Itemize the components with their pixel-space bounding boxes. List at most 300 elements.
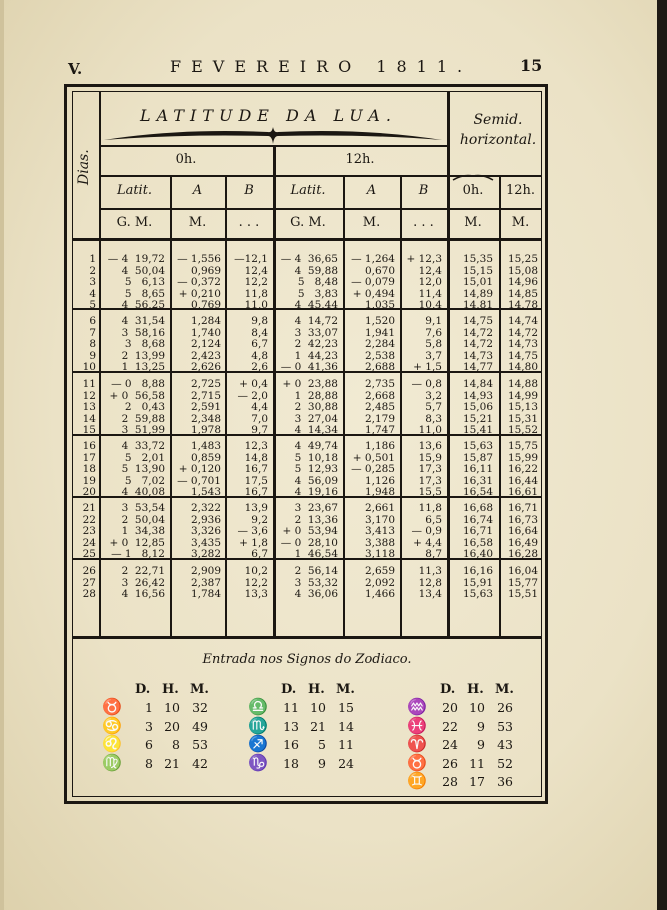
b-0h-cell: 12,3 xyxy=(244,440,268,452)
semid-0h-cell: 14,84 xyxy=(462,378,493,390)
semid-12h-cell: 14,75 xyxy=(507,349,538,362)
a-0h-cell: 1,978 xyxy=(190,424,221,437)
col-header-a-12: A xyxy=(366,183,377,198)
zodiac-m-value: 49 xyxy=(192,718,208,734)
b-12h-cell: + 1,5 xyxy=(413,361,442,374)
b-0h-cell: 4,4 xyxy=(251,401,268,414)
latit-12h-cell: 1 28,88 xyxy=(294,389,338,402)
a-0h-cell: + 0,120 xyxy=(178,463,221,476)
zodiac-sign-glyph: ♋ xyxy=(102,715,122,735)
latit-0h-cell: 5 2,01 xyxy=(124,451,165,464)
zodiac-sign-glyph: ♉ xyxy=(407,752,427,772)
b-0h-cell: 9,8 xyxy=(251,315,268,327)
latit-12h-cell: 5 10,18 xyxy=(294,451,338,464)
latit-0h-cell: 4 16,56 xyxy=(121,588,165,601)
b-12h-cell: 5,8 xyxy=(425,338,442,351)
semid-12h-cell: 14,74 xyxy=(507,315,538,327)
semid-12h-cell: 14,99 xyxy=(507,389,538,402)
semid-0h-cell: 14,81 xyxy=(462,299,493,312)
zodiac-header: H. xyxy=(467,682,484,697)
zodiac-d-value: 22 xyxy=(442,718,458,734)
b-12h-cell: 11,0 xyxy=(418,424,442,437)
semid-0h-cell: 16,11 xyxy=(462,463,493,476)
semid-0h-cell: 16,74 xyxy=(462,513,493,526)
zodiac-m-value: 52 xyxy=(497,755,513,771)
day-cell: 15 xyxy=(82,424,96,437)
b-12h-cell: 10,4 xyxy=(418,299,442,312)
semid-0h-cell: 15,06 xyxy=(462,401,493,414)
latit-0h-cell: 2 22,71 xyxy=(121,565,165,577)
a-0h-cell: 1,784 xyxy=(190,588,221,601)
zodiac-h-value: 5 xyxy=(318,737,326,752)
a-0h-cell: — 0,701 xyxy=(177,474,221,487)
zodiac-d-value: 8 xyxy=(145,755,153,771)
b-12h-cell: 15,5 xyxy=(418,486,442,499)
a-0h-cell: 2,423 xyxy=(190,349,221,362)
latit-12h-cell: + 0 53,94 xyxy=(282,525,338,538)
zodiac-sign-glyph: ♉ xyxy=(102,697,122,716)
zodiac-d-value: 28 xyxy=(442,774,458,789)
a-0h-cell: 2,124 xyxy=(190,338,221,351)
latit-12h-cell: — 4 36,65 xyxy=(280,253,338,265)
latit-0h-cell: 1 34,38 xyxy=(121,525,165,538)
semid-0h-cell: 15,87 xyxy=(462,451,493,464)
semid-12h-cell: 14,78 xyxy=(507,299,538,312)
unit-dots: . . . xyxy=(238,215,260,230)
a-12h-cell: 3,388 xyxy=(364,536,395,549)
semid-12h-cell: 15,08 xyxy=(507,264,538,277)
latit-0h-cell: 2 13,99 xyxy=(121,349,165,362)
day-cell: 1 xyxy=(89,253,96,265)
col-header-latit-12: Latit. xyxy=(290,183,326,198)
day-cell: 17 xyxy=(82,451,96,464)
zodiac-sign-glyph: ♓ xyxy=(407,715,427,735)
month-title: FEVEREIRO 1811. xyxy=(170,57,473,76)
b-0h-cell: 9,2 xyxy=(251,513,268,526)
zodiac-h-value: 9 xyxy=(477,737,485,752)
header-rule-thick xyxy=(72,238,542,241)
page-right-edge xyxy=(657,0,667,910)
a-0h-cell: 1,284 xyxy=(190,315,221,327)
latit-0h-cell: — 4 19,72 xyxy=(107,253,165,265)
b-0h-cell: 12,2 xyxy=(244,276,268,289)
zodiac-h-value: 17 xyxy=(469,774,485,789)
day-cell: 27 xyxy=(82,576,96,589)
b-0h-cell: 2,6 xyxy=(251,361,268,374)
semid-12h-cell: 15,13 xyxy=(507,401,538,414)
latit-0h-cell: 4 31,54 xyxy=(121,315,165,327)
semid-12h-cell: 16,61 xyxy=(507,486,538,499)
b-0h-cell: + 1,8 xyxy=(239,536,268,549)
day-cell: 28 xyxy=(82,588,96,601)
a-12h-cell: 1,520 xyxy=(364,315,395,327)
zodiac-m-value: 11 xyxy=(338,737,354,752)
latit-12h-cell: 2 42,23 xyxy=(294,338,338,351)
semid-12h-cell: 16,28 xyxy=(507,548,538,561)
zodiac-d-value: 6 xyxy=(145,737,153,752)
latit-12h-cell: 2 30,88 xyxy=(294,401,338,414)
semid-12h-cell: 15,31 xyxy=(507,412,538,425)
semid-0h-cell: 16,40 xyxy=(462,548,493,561)
semid-12h-cell: 15,52 xyxy=(507,424,538,437)
a-0h-cell: 2,322 xyxy=(190,502,221,514)
b-0h-cell: 11,8 xyxy=(244,287,268,300)
zodiac-h-value: 10 xyxy=(164,700,180,715)
day-cell: 22 xyxy=(82,513,96,526)
day-cell: 11 xyxy=(82,378,96,390)
col-header-semid-0h: 0h. xyxy=(462,183,484,198)
zodiac-sign-glyph: ♒ xyxy=(407,697,427,716)
semid-0h-cell: 15,35 xyxy=(462,253,493,265)
b-0h-cell: 12,4 xyxy=(244,264,268,277)
zodiac-h-value: 20 xyxy=(164,718,180,734)
unit-gm-12: G. M. xyxy=(290,215,326,230)
day-cell: 14 xyxy=(82,412,96,425)
zodiac-header: H. xyxy=(308,682,325,697)
zodiac-d-value: 3 xyxy=(145,718,153,734)
b-12h-cell: 12,8 xyxy=(418,576,442,589)
day-cell: 10 xyxy=(82,361,96,374)
a-12h-cell: — 0,285 xyxy=(351,463,395,476)
semid-0h-cell: 14,89 xyxy=(462,287,493,300)
semid-12h-cell: 14,73 xyxy=(507,338,538,351)
a-12h-cell: + 0,494 xyxy=(352,287,395,300)
b-12h-cell: 17,3 xyxy=(418,463,442,476)
a-12h-cell: 1,035 xyxy=(364,299,395,312)
unit-gm: G. M. xyxy=(116,215,153,230)
a-12h-cell: 1,466 xyxy=(364,588,395,601)
latit-0h-cell: 5 8,65 xyxy=(124,287,165,300)
a-0h-cell: — 0,372 xyxy=(177,276,221,289)
a-0h-cell: 2,936 xyxy=(190,513,221,526)
zodiac-h-value: 21 xyxy=(164,755,180,771)
semid-title: Semid. horizontal. xyxy=(459,112,537,148)
semid-12h-cell: 15,99 xyxy=(507,451,538,464)
zodiac-m-value: 53 xyxy=(192,737,208,752)
b-12h-cell: + 4,4 xyxy=(413,536,442,549)
zodiac-h-value: 9 xyxy=(318,755,326,771)
b-0h-cell: 14,8 xyxy=(244,451,268,464)
zodiac-header: D. xyxy=(281,682,297,697)
col-header-b: B xyxy=(244,183,254,198)
table-bottom-rule xyxy=(72,636,542,639)
latit-12h-cell: 3 23,67 xyxy=(294,502,338,514)
zodiac-m-value: 42 xyxy=(192,755,208,771)
latit-0h-cell: 5 13,90 xyxy=(121,463,165,476)
b-12h-cell: + 12,3 xyxy=(406,253,442,265)
latit-0h-cell: 4 40,08 xyxy=(121,486,165,499)
zodiac-sign-glyph: ♈ xyxy=(407,734,427,753)
zodiac-sign-glyph: ♍ xyxy=(102,752,122,772)
a-0h-cell: 2,715 xyxy=(190,389,221,402)
b-12h-cell: 13,4 xyxy=(418,588,442,601)
a-12h-cell: 0,670 xyxy=(364,264,395,277)
latit-12h-cell: 4 14,72 xyxy=(294,315,338,327)
b-0h-cell: + 0,4 xyxy=(239,378,268,390)
b-12h-cell: 9,1 xyxy=(425,315,442,327)
a-12h-cell: 1,941 xyxy=(364,326,395,339)
a-0h-cell: 1,543 xyxy=(190,486,221,499)
latit-12h-cell: 1 44,23 xyxy=(294,349,338,362)
latit-0h-cell: 1 13,25 xyxy=(121,361,165,374)
a-0h-cell: 0,769 xyxy=(190,299,221,312)
semid-12h-cell: 14,85 xyxy=(507,287,538,300)
a-0h-cell: 2,626 xyxy=(190,361,221,374)
b-12h-cell: 17,3 xyxy=(418,474,442,487)
a-12h-cell: 2,735 xyxy=(364,378,395,390)
a-0h-cell: 2,591 xyxy=(190,401,221,414)
day-cell: 4 xyxy=(89,287,96,300)
unit-m: M. xyxy=(188,215,207,230)
page-number: 15 xyxy=(520,56,543,75)
a-0h-cell: 1,740 xyxy=(190,326,221,339)
latit-0h-cell: 4 50,04 xyxy=(121,264,165,277)
zodiac-d-value: 18 xyxy=(283,755,299,771)
latit-0h-cell: 3 51,99 xyxy=(121,424,165,437)
semid-12h-cell: 15,25 xyxy=(507,253,538,265)
zodiac-sign-glyph: ♏ xyxy=(248,715,268,735)
a-0h-cell: 3,326 xyxy=(190,525,221,538)
b-0h-cell: 10,2 xyxy=(244,565,268,577)
a-12h-cell: 2,659 xyxy=(364,565,395,577)
latit-0h-cell: — 0 8,88 xyxy=(111,378,165,390)
b-0h-cell: 4,8 xyxy=(251,349,268,362)
day-cell: 26 xyxy=(82,565,96,577)
latit-12h-cell: 5 8,48 xyxy=(297,276,338,289)
a-0h-cell: 0,969 xyxy=(190,264,221,277)
zodiac-m-value: 26 xyxy=(497,700,513,715)
a-12h-cell: — 1,264 xyxy=(351,253,395,265)
day-cell: 21 xyxy=(82,502,96,514)
b-0h-cell: 8,4 xyxy=(251,326,268,339)
latit-0h-cell: 2 0,43 xyxy=(124,401,165,414)
latit-0h-cell: 3 53,54 xyxy=(121,502,165,514)
unit-m-semid: M. xyxy=(464,215,482,230)
zodiac-h-value: 9 xyxy=(477,718,485,734)
day-cell: 9 xyxy=(89,349,96,362)
latit-12h-cell: 2 56,14 xyxy=(294,565,338,577)
zodiac-m-value: 43 xyxy=(497,737,513,752)
semid-0h-cell: 15,15 xyxy=(462,264,493,277)
latit-0h-cell: 3 58,16 xyxy=(121,326,165,339)
latit-12h-cell: 4 56,09 xyxy=(294,474,338,487)
semid-12h-cell: 16,73 xyxy=(507,513,538,526)
semid-12h-cell: 14,88 xyxy=(507,378,538,390)
latit-12h-cell: 3 27,04 xyxy=(294,412,338,425)
zodiac-h-value: 8 xyxy=(172,737,180,752)
latit-0h-cell: 4 56,25 xyxy=(121,299,165,312)
hour-12-label: 12h. xyxy=(345,152,375,167)
brace-ornament xyxy=(100,126,446,148)
page-left-edge xyxy=(0,0,4,910)
zodiac-h-value: 21 xyxy=(310,718,326,734)
semid-12h-cell: 16,64 xyxy=(507,525,538,538)
day-cell: 7 xyxy=(89,326,96,339)
latit-12h-cell: — 0 28,10 xyxy=(280,536,338,549)
zodiac-h-value: 10 xyxy=(469,700,485,715)
a-0h-cell: 0,859 xyxy=(190,451,221,464)
semid-0h-cell: 15,41 xyxy=(462,424,493,437)
a-12h-cell: + 0,501 xyxy=(352,451,395,464)
brace-ornament-small xyxy=(451,172,495,182)
latit-12h-cell: 2 13,36 xyxy=(294,513,338,526)
a-0h-cell: 2,387 xyxy=(190,576,221,589)
b-12h-cell: 12,4 xyxy=(418,264,442,277)
table-title: LATITUDE DA LUA. xyxy=(140,106,397,125)
unit-dots-12: . . . xyxy=(413,215,434,230)
latit-12h-cell: — 0 41,36 xyxy=(280,361,338,374)
semid-0h-cell: 16,71 xyxy=(462,525,493,538)
semid-12h-cell: 16,22 xyxy=(507,463,538,476)
semid-0h-cell: 15,63 xyxy=(462,588,493,601)
a-12h-cell: 2,538 xyxy=(364,349,395,362)
latit-0h-cell: 5 7,02 xyxy=(124,474,165,487)
hour-0-label: 0h. xyxy=(175,152,197,167)
zodiac-m-value: 14 xyxy=(338,718,354,734)
semid-0h-cell: 16,54 xyxy=(462,486,493,499)
day-cell: 20 xyxy=(82,486,96,499)
zodiac-header: H. xyxy=(162,682,179,697)
b-0h-cell: 16,7 xyxy=(244,463,268,476)
col-header-a: A xyxy=(192,183,203,198)
semid-0h-cell: 14,72 xyxy=(462,326,493,339)
a-12h-cell: 2,485 xyxy=(364,401,395,414)
b-0h-cell: 13,9 xyxy=(244,502,268,514)
day-cell: 18 xyxy=(82,463,96,476)
semid-12h-cell: 16,44 xyxy=(507,474,538,487)
latit-12h-cell: 4 19,16 xyxy=(294,486,338,499)
semid-12h-cell: 16,49 xyxy=(507,536,538,549)
zodiac-m-value: 24 xyxy=(338,755,354,771)
zodiac-header: M. xyxy=(495,682,514,697)
latit-12h-cell: 5 12,93 xyxy=(294,463,338,476)
semid-0h-cell: 15,21 xyxy=(462,412,493,425)
zodiac-d-value: 11 xyxy=(283,700,299,715)
col-header-latit: Latit. xyxy=(116,183,153,198)
a-12h-cell: 1,747 xyxy=(364,424,395,437)
b-0h-cell: 6,7 xyxy=(251,338,268,351)
latit-12h-cell: 4 49,74 xyxy=(294,440,338,452)
latit-0h-cell: — 1 8,12 xyxy=(111,548,165,561)
zodiac-d-value: 20 xyxy=(442,700,458,715)
b-12h-cell: 8,3 xyxy=(425,412,442,425)
zodiac-m-value: 53 xyxy=(497,718,513,734)
b-12h-cell: 8,7 xyxy=(425,548,442,561)
semid-0h-cell: 14,77 xyxy=(462,361,493,374)
folio-number: V. xyxy=(68,60,83,78)
a-0h-cell: 3,435 xyxy=(190,536,221,549)
b-0h-cell: 9,7 xyxy=(251,424,268,437)
zodiac-sign-glyph: ♌ xyxy=(102,734,122,753)
latit-12h-cell: + 0 23,88 xyxy=(282,378,338,390)
b-0h-cell: 13,3 xyxy=(244,588,268,601)
col-header-semid-12h: 12h. xyxy=(505,183,536,198)
a-12h-cell: 2,284 xyxy=(364,338,395,351)
a-0h-cell: 3,282 xyxy=(190,548,221,561)
latit-12h-cell: 1 46,54 xyxy=(294,548,338,561)
zodiac-d-value: 1 xyxy=(145,700,153,715)
latit-12h-cell: 4 45,44 xyxy=(294,299,338,312)
latit-0h-cell: 2 59,88 xyxy=(121,412,165,425)
a-12h-cell: 1,126 xyxy=(364,474,395,487)
b-12h-cell: 3,7 xyxy=(425,349,442,362)
day-cell: 2 xyxy=(89,264,96,277)
day-cell: 19 xyxy=(82,474,96,487)
zodiac-h-value: 11 xyxy=(469,755,485,771)
b-12h-cell: 15,9 xyxy=(418,451,442,464)
zodiac-sign-glyph: ♐ xyxy=(248,734,268,753)
latit-12h-cell: 4 36,06 xyxy=(294,588,338,601)
b-0h-cell: — 2,0 xyxy=(237,389,268,402)
latit-0h-cell: 3 8,68 xyxy=(124,338,165,351)
zodiac-header: M. xyxy=(336,682,355,697)
latit-0h-cell: 3 26,42 xyxy=(121,576,165,589)
latit-0h-cell: + 0 56,58 xyxy=(109,389,165,402)
b-12h-cell: 3,2 xyxy=(425,389,442,402)
b-12h-cell: 5,7 xyxy=(425,401,442,414)
day-cell: 16 xyxy=(82,440,96,452)
b-12h-cell: 6,5 xyxy=(425,513,442,526)
zodiac-sign-glyph: ♎ xyxy=(248,697,268,716)
day-cell: 24 xyxy=(82,536,96,549)
semid-12h-cell: 15,77 xyxy=(507,576,538,589)
semid-0h-cell: 15,01 xyxy=(462,276,493,289)
b-0h-cell: —12,1 xyxy=(234,253,268,265)
unit-m-semid-12: M. xyxy=(511,215,530,230)
a-12h-cell: 2,661 xyxy=(364,502,395,514)
latit-12h-cell: 4 59,88 xyxy=(294,264,338,277)
latit-0h-cell: 2 50,04 xyxy=(121,513,165,526)
a-12h-cell: — 0,079 xyxy=(351,276,395,289)
latit-12h-cell: 3 33,07 xyxy=(294,326,338,339)
zodiac-h-value: 10 xyxy=(310,700,326,715)
day-cell: 13 xyxy=(82,401,96,414)
semid-0h-cell: 16,31 xyxy=(462,474,493,487)
b-12h-cell: 11,3 xyxy=(418,565,442,577)
semid-12h-cell: 15,75 xyxy=(507,440,538,452)
b-12h-cell: — 0,9 xyxy=(411,525,442,538)
latit-12h-cell: 3 53,32 xyxy=(294,576,338,589)
a-12h-cell: 3,413 xyxy=(364,525,395,538)
semid-0h-cell: 16,16 xyxy=(462,565,493,577)
semid-12h-cell: 14,72 xyxy=(507,326,538,339)
day-cell: 25 xyxy=(82,548,96,561)
a-0h-cell: 2,909 xyxy=(190,565,221,577)
a-12h-cell: 1,948 xyxy=(364,486,395,499)
zodiac-d-value: 26 xyxy=(442,755,458,771)
semid-0h-cell: 14,72 xyxy=(462,338,493,351)
zodiac-m-value: 32 xyxy=(192,700,208,715)
b-0h-cell: 17,5 xyxy=(244,474,268,487)
day-cell: 5 xyxy=(89,299,96,312)
semid-12h-cell: 15,51 xyxy=(507,588,538,601)
day-cell: 8 xyxy=(89,338,96,351)
b-12h-cell: 12,0 xyxy=(418,276,442,289)
b-12h-cell: — 0,8 xyxy=(411,378,442,390)
semid-12h-cell: 14,80 xyxy=(507,361,538,374)
b-0h-cell: 6,7 xyxy=(251,548,268,561)
a-12h-cell: 2,688 xyxy=(364,361,395,374)
semid-12h-cell: 16,04 xyxy=(507,565,538,577)
semid-0h-cell: 15,63 xyxy=(462,440,493,452)
col-header-b-12: B xyxy=(418,183,429,198)
semid-0h-cell: 14,75 xyxy=(462,315,493,327)
dias-label: Dias. xyxy=(76,149,92,185)
header-rule xyxy=(99,208,542,210)
semid-12h-cell: 16,71 xyxy=(507,502,538,514)
a-0h-cell: — 1,556 xyxy=(177,253,221,265)
a-12h-cell: 3,170 xyxy=(364,513,395,526)
